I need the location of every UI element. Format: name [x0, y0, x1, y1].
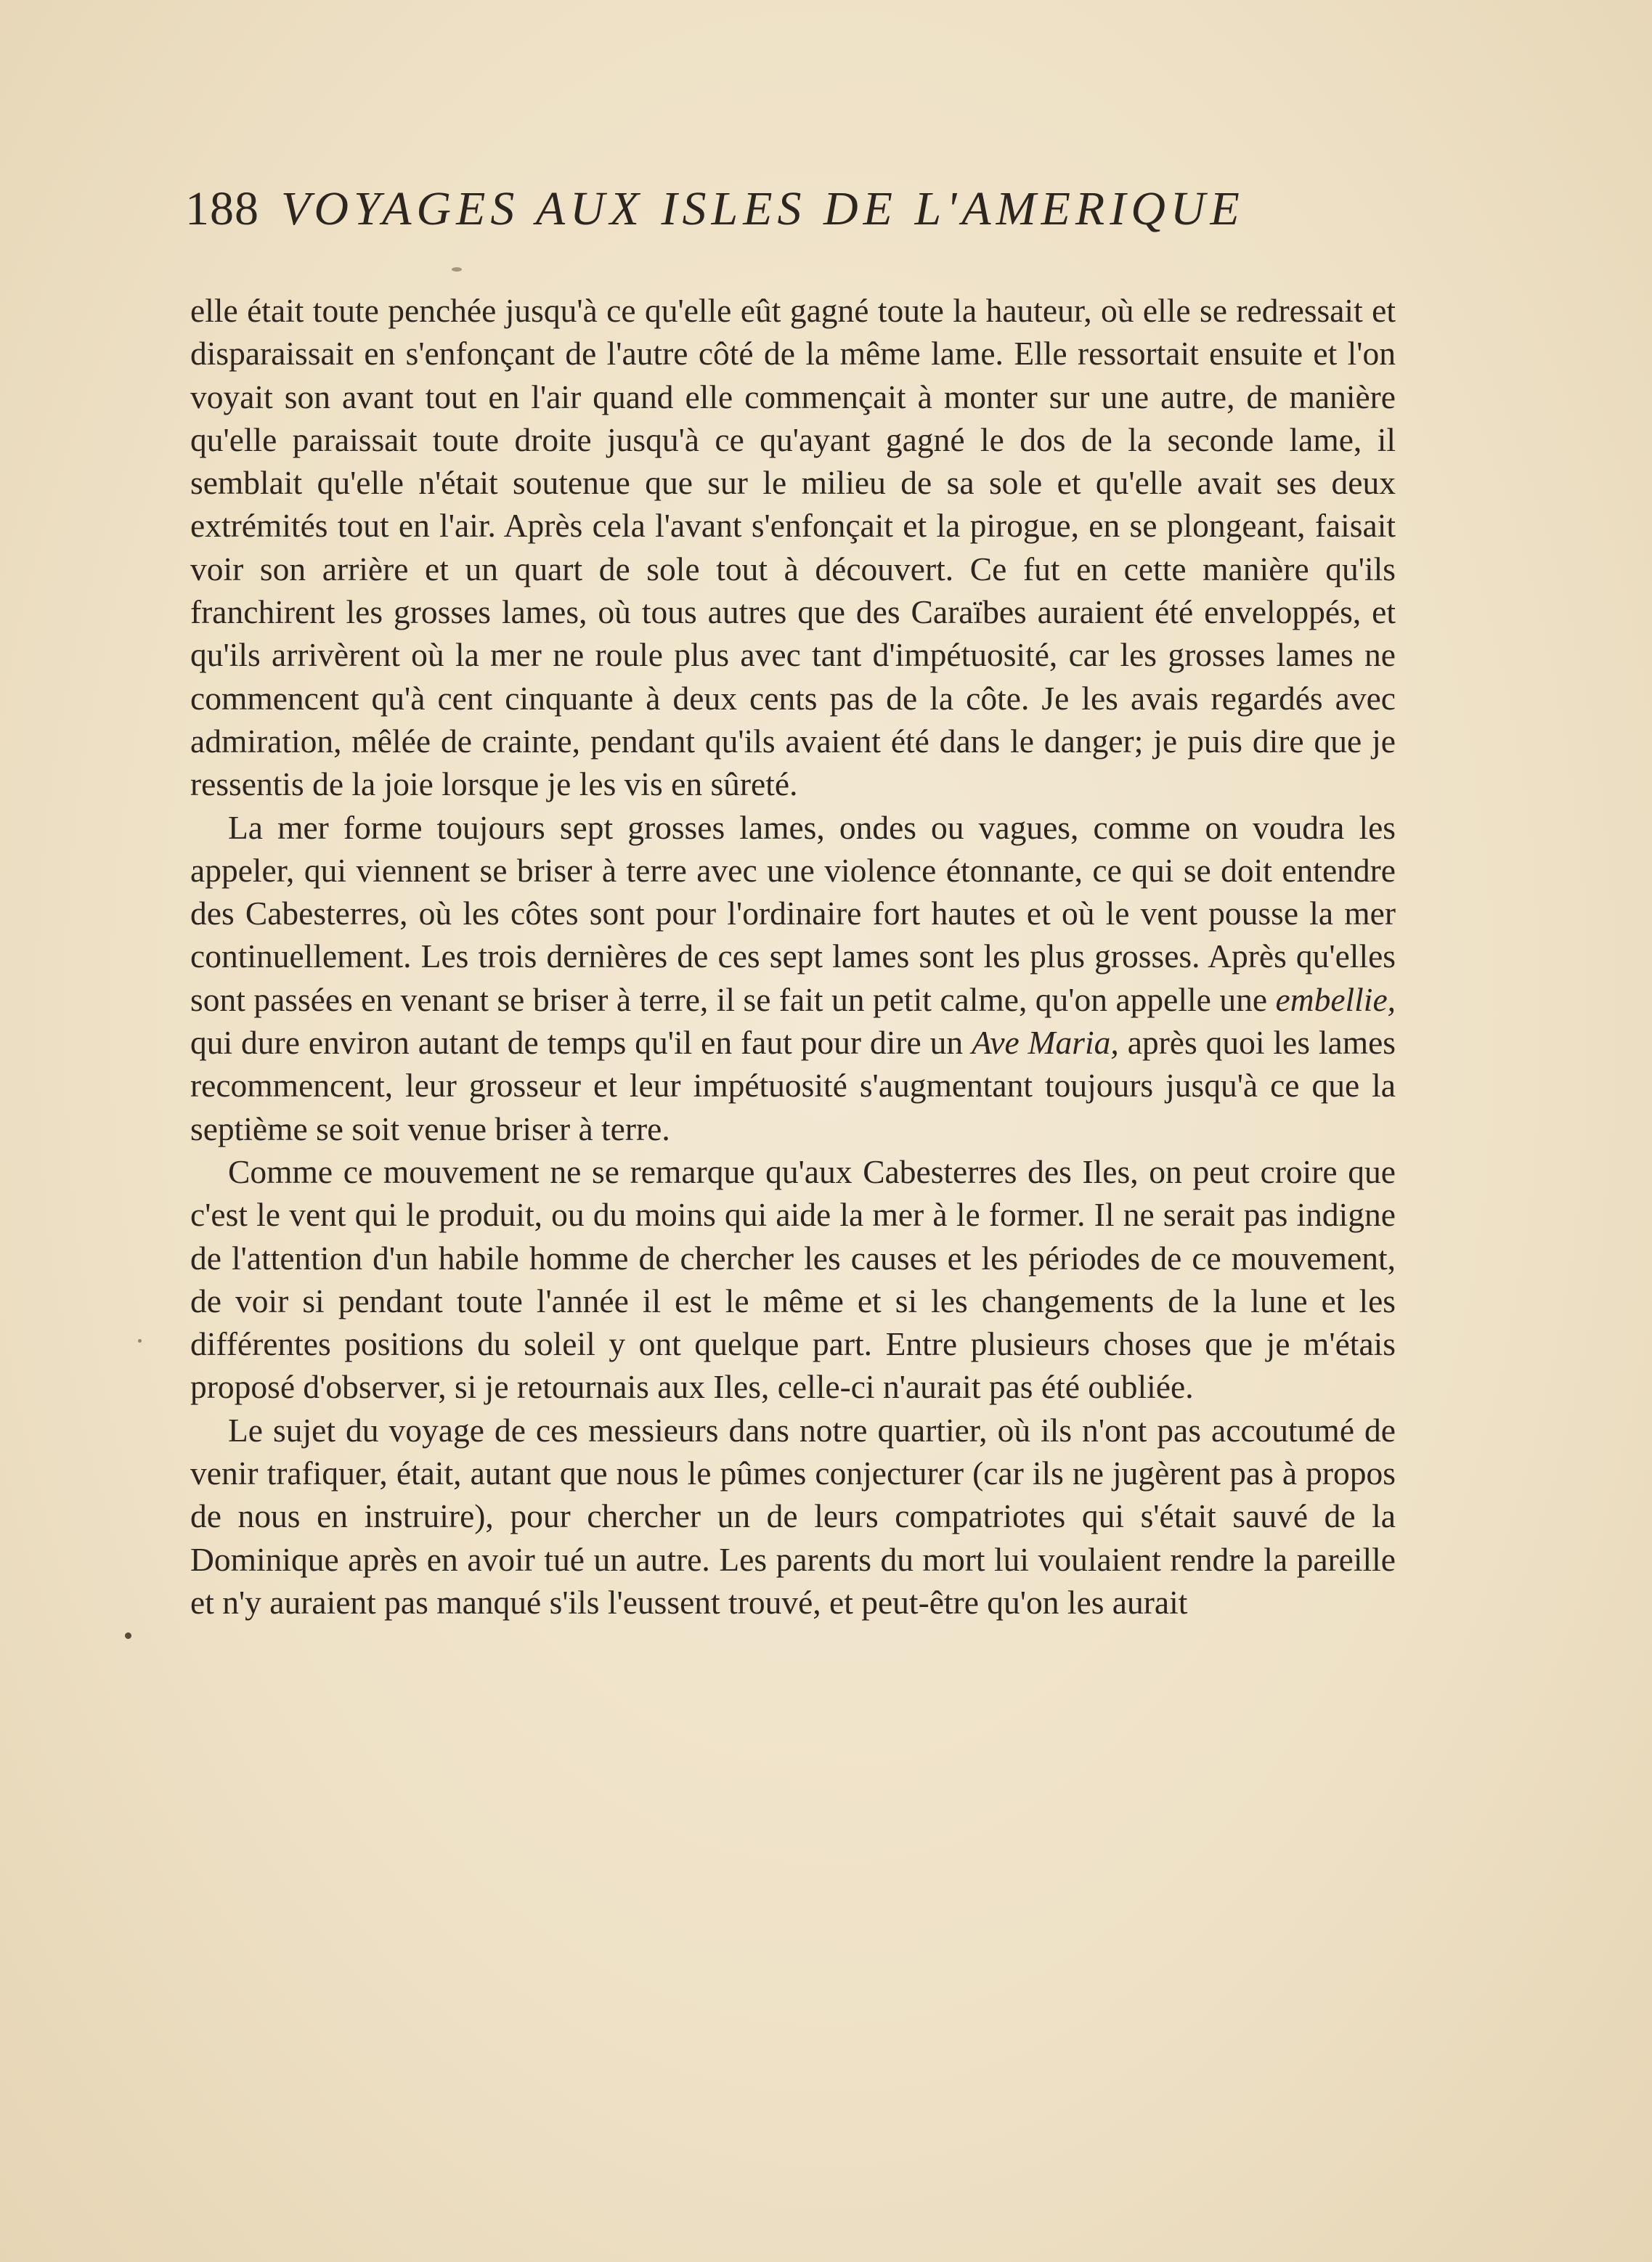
italic-embellie: embellie, [1275, 980, 1396, 1018]
body-text [190, 289, 1396, 1624]
running-title: VOYAGES AUX ISLES DE L'AMERIQUE [281, 182, 1245, 235]
paragraph-1: elle était toute penchée jusqu'à ce qu'elle eût gagné toute la hauteur, où elle se redressait et disparaissait en s'enfonçant de l'autre côté de la même lame. Elle ressortait ensuite et l'on voyait son avant tout en l'air quand elle commençait à monter sur une autre, de manière qu'elle paraissait toute droite jusqu'à ce qu'ayant gagné le dos de la seconde lame, il semblait qu'elle n'était soutenue que sur le milieu de sa sole et qu'elle avait ses deux extrémités tout en l'air. Après cela l'avant s'enfonçait et la pirogue, en se plongeant, faisait voir son arrière et un quart de sole tout à découvert. Ce fut en cette manière qu'ils franchirent les grosses lames, où tous autres que des Caraïbes auraient été enveloppés, et qu'ils arrivèrent où la mer ne roule plus avec tant d'impétuosité, car les grosses lames ne commencent qu'à cent cinquante à deux cents pas de la côte. Je les avais regardés avec admiration, mêlée de crainte, pendant qu'ils avaient été dans le danger; je puis dire que je ressentis de la joie lorsque je les vis en sûreté. [190, 292, 1396, 803]
running-head [185, 180, 1405, 238]
paragraph-2-text-before: La mer forme toujours sept grosses lames, ondes ou vagues, comme on voudra les appeler, qui viennent se briser à terre avec une violence étonnante, ce qui se doit entendre des Cabesterres, où les côtes sont pour l'ordinaire fort hautes et où le vent pousse la mer continuellement. Les trois dernières de ces sept lames sont les plus grosses. Après qu'elles sont passées en venant se briser à terre, il se fait un petit calme, qu'on appelle une [190, 808, 1396, 1018]
paragraph-4: Le sujet du voyage de ces messieurs dans notre quartier, où ils n'ont pas accoutumé de venir trafiquer, était, autant que nous le pûmes conjecturer (car ils ne jugèrent pas à propos de nous en instruire), pour chercher un de leurs compatriotes qui s'était sauvé de la Dominique après en avoir tué un autre. Les parents du mort lui voulaient rendre la pareille et n'y auraient pas manqué s'ils l'eussent trouvé, et peut-être qu'on les aurait [190, 1411, 1396, 1621]
paragraph-2-text-between: qui dure environ autant de temps qu'il en faut pour dire un [190, 1024, 964, 1062]
italic-ave-maria: Ave Maria, [972, 1024, 1119, 1062]
paragraph-3: Comme ce mouvement ne se remarque qu'aux Cabesterres des Iles, on peut croire que c'est le vent qui le produit, ou du moins qui aide la mer à le former. Il ne serait pas indigne de l'attention d'un habile homme de chercher les causes et les périodes de ce mouvement, de voir si pendant toute l'année il est le même et si les changements de la lune et les différentes positions du soleil y ont quelque part. Entre plusieurs choses que je m'étais proposé d'observer, si je retournais aux Iles, celle-ci n'aurait pas été oubliée. [190, 1152, 1396, 1406]
page-number: 188 [185, 182, 259, 235]
paper-speck [138, 1339, 142, 1343]
paragraph-2 [190, 806, 1396, 1150]
paper-speck [125, 1632, 131, 1639]
paper-speck [452, 267, 462, 272]
paragraph-2-text-after: après quoi les lames recommencent, leur grosseur et leur impétuosité s'augmentant toujours jusqu'à ce que la septième se soit venue briser à terre. [190, 1024, 1396, 1147]
